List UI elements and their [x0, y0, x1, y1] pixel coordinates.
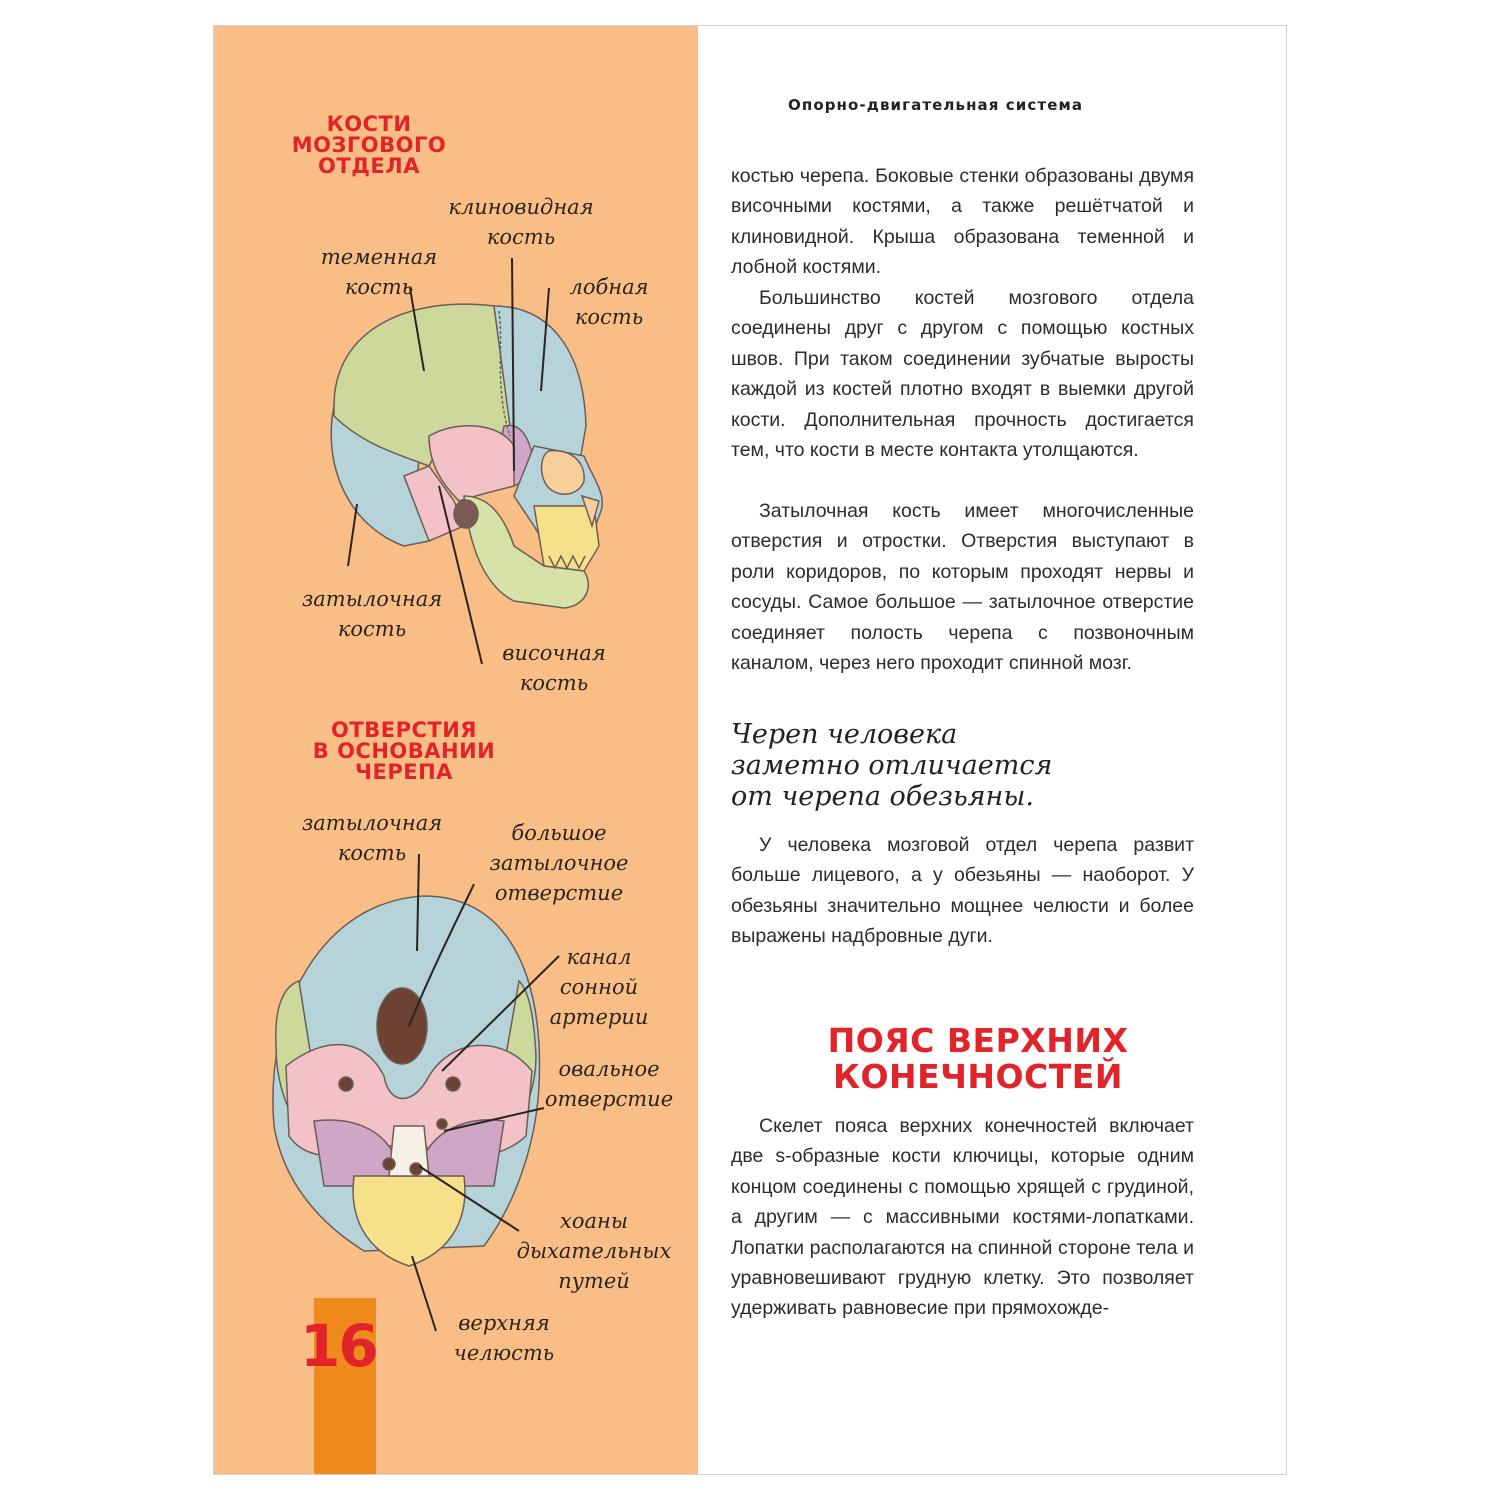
- oval-foramen-left: [339, 1077, 353, 1091]
- running-head: Опорно-двигательная система: [788, 96, 1084, 114]
- label-line: верхняя: [458, 1311, 550, 1335]
- skull-base-view: [273, 896, 540, 1266]
- title-line: МОЗГОВОГО: [291, 133, 447, 157]
- book-page: [213, 25, 1287, 1475]
- label-sphenoid-bone: [436, 192, 606, 252]
- paragraph-5: Скелет пояса верхних конечностей включает две s-образные кости ключицы, которые одним концом соединены с помощью хрящей с грудиной, а другим — с массивными костями-лопатками. Лопатки располагаются на спинной стороне тела и уравновешивают грудную клетку. Это позволяет удерживать равновесие при прямохожде-: [731, 1115, 1194, 1320]
- text-column: [698, 26, 1286, 1474]
- oval-foramen-right: [446, 1077, 460, 1091]
- paragraph-4: У человека мозговой отдел черепа развит больше лицевого, а у обезьяны — наоборот. У обезьяны значительно мощнее челюсти и более выражены надбровные дуги.: [731, 834, 1194, 948]
- choana-left: [383, 1158, 395, 1170]
- quote-line: от черепа обезьяны.: [731, 781, 1034, 812]
- label-line: затылочное: [489, 851, 629, 875]
- label-line: височная: [502, 641, 606, 665]
- page-number: 16: [300, 1312, 377, 1380]
- label-oval-foramen: [534, 1054, 684, 1114]
- label-line: сонной: [559, 975, 639, 999]
- label-line: теменная: [320, 245, 438, 269]
- label-choanae: [514, 1206, 674, 1296]
- label-carotid-canal: [534, 942, 664, 1032]
- label-maxilla: [439, 1308, 569, 1368]
- label-line: отверстие: [544, 1087, 674, 1111]
- label-line: кость: [486, 225, 556, 249]
- label-parietal-bone: [304, 242, 454, 302]
- label-frontal-bone: [554, 272, 664, 332]
- maxilla-base: [353, 1176, 465, 1266]
- title-line: КОСТИ: [326, 112, 412, 136]
- illustration-panel: [214, 26, 698, 1474]
- quote-line: Череп человека: [731, 719, 958, 750]
- label-line: кость: [344, 275, 414, 299]
- label-occipital-bone: [292, 584, 452, 644]
- quote-line: заметно отличается: [731, 750, 1053, 781]
- choana-right: [410, 1163, 422, 1175]
- label-temporal-bone: [479, 638, 629, 698]
- label-line: кость: [519, 671, 589, 695]
- title-line: ЧЕРЕПА: [355, 760, 453, 784]
- label-line: хоаны: [560, 1209, 628, 1233]
- heading-line: ПОЯС ВЕРХНИХ: [827, 1021, 1129, 1060]
- section-heading: [738, 1023, 1218, 1095]
- label-line: кость: [337, 841, 407, 865]
- label-line: кость: [574, 305, 644, 329]
- label-foramen-magnum: [479, 818, 639, 908]
- pull-quote: [731, 719, 1201, 812]
- paragraph-1: костью черепа. Боковые стенки образованы двумя височными костями, а также решётчатой и клиновидной. Крыша образована теменной и лобной костями.: [731, 165, 1194, 279]
- label-line: канал: [566, 945, 632, 969]
- label-line: дыхательных: [516, 1239, 672, 1263]
- title-line: ОТДЕЛА: [318, 154, 420, 178]
- label-line: затылочная: [301, 587, 443, 611]
- label-line: затылочная: [301, 811, 443, 835]
- label-line: отверстие: [494, 881, 624, 905]
- title-line: ОТВЕРСТИЯ: [331, 718, 477, 742]
- label-line: артерии: [549, 1005, 649, 1029]
- title-line: В ОСНОВАНИИ: [312, 739, 496, 763]
- label-line: путей: [558, 1269, 630, 1293]
- label-line: челюсть: [453, 1341, 555, 1365]
- label-occipital-bone-base: [292, 808, 452, 868]
- section-title-skull-base: [284, 720, 524, 783]
- label-line: клиновидная: [448, 195, 594, 219]
- label-line: кость: [337, 617, 407, 641]
- label-line: овальное: [558, 1057, 660, 1081]
- ear-canal-shape: [454, 500, 478, 528]
- heading-line: КОНЕЧНОСТЕЙ: [833, 1057, 1123, 1096]
- label-line: лобная: [569, 275, 649, 299]
- paragraph-3: Затылочная кость имеет многочисленные отверстия и отростки. Отверстия выступают в роли коридоров, по которым проходят нервы и сосуды. Самое большое — затылочное отверстие соединяет полость черепа с позвоночным каналом, через него проходит спинной мозг.: [731, 500, 1194, 675]
- label-line: большое: [511, 821, 607, 845]
- carotid-canal-right: [437, 1119, 447, 1129]
- paragraph-2: Большинство костей мозгового отдела соединены друг с другом с помощью костных швов. При таком соединении зубчатые выросты каждой из костей плотно входят в выемки другой кости. Дополнительная прочность достигается тем, что кости в месте контакта утолщаются.: [731, 287, 1194, 462]
- skull-side-view: [331, 304, 602, 608]
